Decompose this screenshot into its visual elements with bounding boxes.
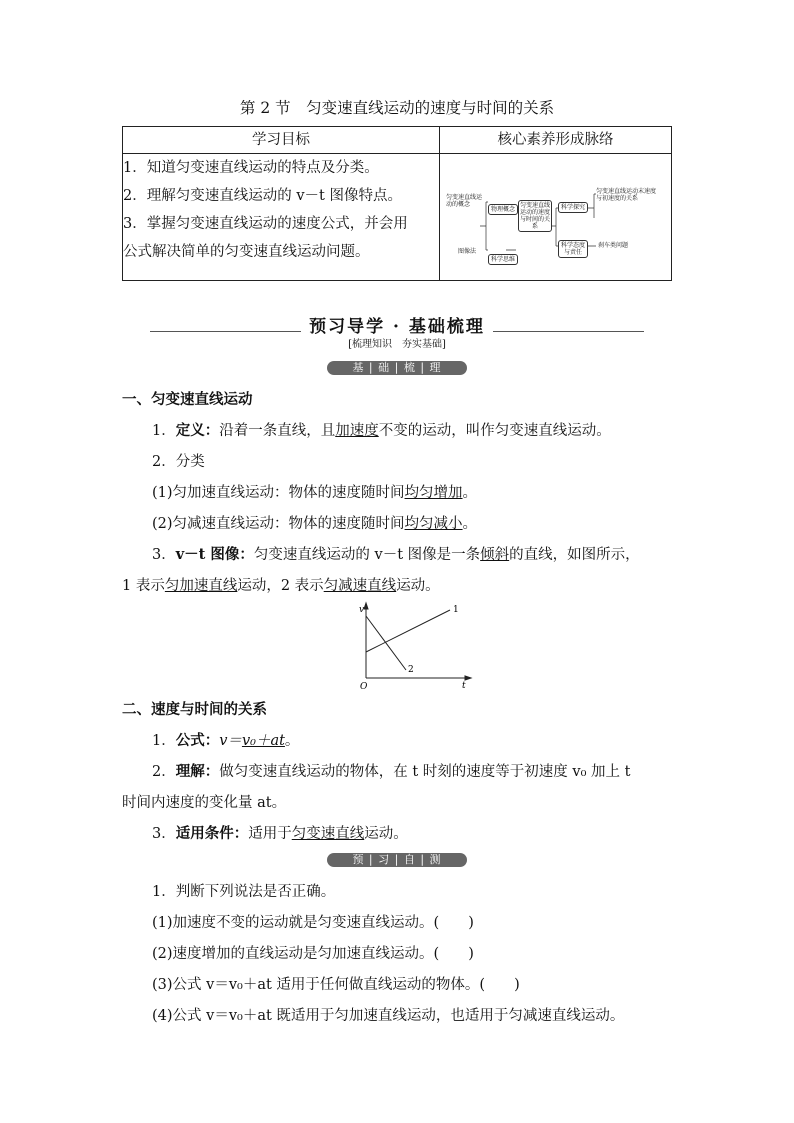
understanding-line: 2．理解：做匀变速直线运动的物体，在 t 时刻的速度等于初速度 v₀ 加上 t: [152, 763, 631, 780]
origin-label: O: [360, 682, 368, 690]
section-banner: [150, 312, 644, 337]
understanding-line-2: 时间内速度的变化量 at。: [122, 795, 287, 811]
badge-self-test: 预 | 习 | 自 | 测: [327, 853, 467, 867]
vt-graph-line: 3．v－t 图像：匀变速直线运动的 v－t 图像是一条倾斜的直线，如图所示，: [152, 546, 640, 563]
vt-graph-line-2: 1 表示匀加速直线运动，2 表示匀减速直线运动。: [122, 578, 440, 594]
y-axis-arrow: [364, 603, 368, 609]
heading-uniform-motion: 一、匀变速直线运动: [122, 391, 253, 408]
mindmap-diagram: [440, 154, 660, 280]
goal-item: 1．知道匀变速直线运动的特点及分类。: [123, 160, 379, 176]
mindmap-header: 核心素养形成脉络: [440, 127, 672, 154]
line-1-accelerating: [366, 610, 450, 652]
goal-item: 公式解决简单的匀变速直线运动问题。: [123, 244, 370, 260]
statement-2: (2)速度增加的直线运动是匀加速直线运动。( ): [152, 946, 474, 962]
decel-line: (2)匀减速直线运动：物体的速度随时间均匀减小。: [152, 516, 478, 532]
vt-graph: [350, 600, 480, 690]
question-1: 1．判断下列说法是否正确。: [152, 884, 336, 900]
mindmap-node: 科学探究: [558, 202, 588, 213]
mindmap-node: 科学思维: [488, 254, 518, 265]
mindmap-cell: [440, 154, 672, 281]
mindmap-node: 物理概念: [488, 204, 518, 215]
goals-header: 学习目标: [123, 127, 440, 154]
mindmap-node: 匀变速直线运动的概念: [446, 194, 483, 208]
heading-velocity-time: 二、速度与时间的关系: [122, 701, 267, 718]
x-axis-arrow: [465, 676, 471, 680]
accel-line: (1)匀加速直线运动：物体的速度随时间均匀增加。: [152, 485, 478, 501]
badge-basics: 基 | 础 | 梳 | 理: [327, 361, 467, 375]
statement-3: (3)公式 v＝v₀＋at 适用于任何做直线运动的物体。( ): [152, 977, 520, 993]
classification-line: 2．分类: [152, 454, 205, 470]
mindmap-node: 科学态度与责任: [558, 240, 588, 258]
line-2-label: 2: [408, 665, 414, 675]
mindmap-node: 匀变速直线运动末速度与初速度的关系: [596, 188, 657, 202]
section-title: 预习导学 · 基础梳理: [301, 317, 493, 337]
definition-line: 1．定义：沿着一条直线，且加速度不变的运动，叫作匀变速直线运动。: [152, 422, 611, 439]
goals-list: [123, 154, 440, 281]
page-title: 第 2 节 匀变速直线运动的速度与时间的关系: [239, 99, 555, 117]
statement-4: (4)公式 v＝v₀＋at 既适用于匀加速直线运动，也适用于匀减速直线运动。: [152, 1008, 625, 1024]
section-subtitle: [梳理知识 夯实基础]: [348, 339, 446, 350]
line-1-label: 1: [453, 605, 459, 615]
applicability-line: 3．适用条件：适用于匀变速直线运动。: [152, 825, 408, 842]
goal-item: 2．理解匀变速直线运动的 v－t 图像特点。: [123, 188, 402, 204]
goals-table: [122, 126, 672, 281]
goal-item: 3．掌握匀变速直线运动的速度公式，并会用: [123, 216, 408, 232]
line-2-decelerating: [366, 616, 406, 670]
x-axis-label: t: [462, 681, 466, 690]
formula-line: 1．公式：v＝v₀＋at。: [152, 732, 300, 749]
mindmap-node: 图像法: [458, 248, 477, 255]
statement-1: (1)加速度不变的运动就是匀变速直线运动。( ): [152, 915, 474, 931]
y-axis-label: v: [359, 605, 365, 615]
mindmap-node: 匀变速直线运动的速度与时间的关系: [520, 202, 551, 230]
mindmap-node: 刹车类问题: [598, 242, 629, 249]
